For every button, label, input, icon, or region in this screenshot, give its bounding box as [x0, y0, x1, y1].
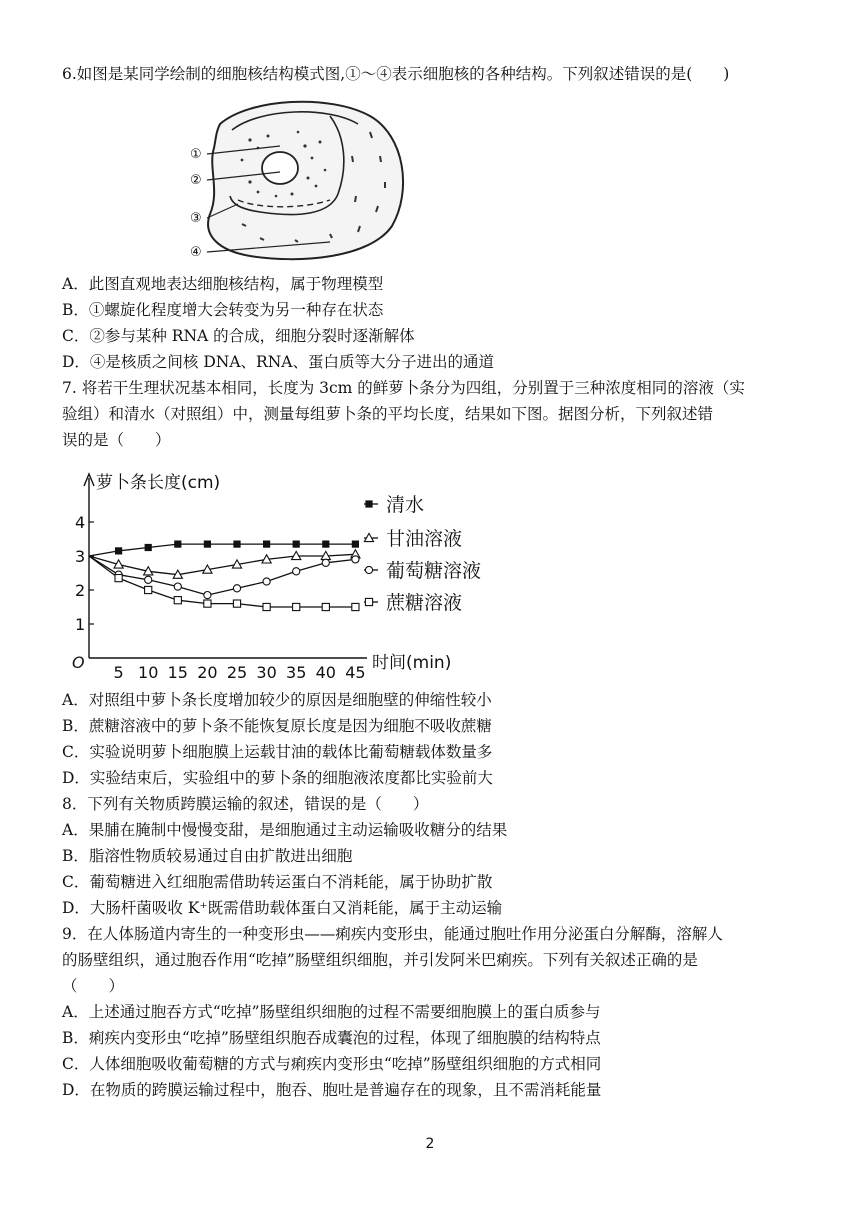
- data-point-2-3: [174, 583, 181, 590]
- x-tick-label-40: 40: [315, 663, 336, 680]
- q6-option-c: C．②参与某种 RNA 的合成，细胞分裂时逐渐解体: [62, 327, 415, 345]
- label-4: ④: [190, 245, 202, 260]
- q9-stem-line-3: （ ）: [62, 977, 125, 995]
- x-tick-label-35: 35: [286, 663, 307, 680]
- data-point-3-9: [352, 603, 359, 610]
- y-tick-label-3: 3: [75, 547, 86, 566]
- legend-marker-3: [365, 598, 372, 605]
- data-point-0-1: [115, 547, 122, 554]
- x-tick-label-15: 15: [167, 663, 188, 680]
- q7-option-c: C．实验说明萝卜细胞膜上运载甘油的载体比葡萄糖载体数量多: [62, 743, 493, 761]
- data-point-0-5: [233, 541, 240, 548]
- x-tick-label-30: 30: [256, 663, 277, 680]
- label-3: ③: [190, 211, 202, 226]
- label-1: ①: [190, 147, 202, 162]
- data-point-2-5: [233, 585, 240, 592]
- radish-length-chart: [62, 462, 502, 680]
- x-tick-label-45: 45: [345, 663, 366, 680]
- label-2: ②: [190, 173, 202, 188]
- legend-label-1: 甘油溶液: [386, 528, 463, 550]
- x-tick-label-5: 5: [113, 663, 124, 680]
- q8-option-b: B．脂溶性物质较易通过自由扩散进出细胞: [62, 847, 353, 865]
- q9-stem-line-2: 的肠壁组织，通过胞吞作用“吃掉”肠壁组织细胞，并引发阿米巴痢疾。下列有关叙述正确的是: [62, 951, 698, 969]
- data-point-0-4: [204, 541, 211, 548]
- data-point-0-9: [352, 541, 359, 548]
- data-point-0-8: [322, 541, 329, 548]
- data-point-3-2: [145, 586, 152, 593]
- q9-stem-line-1: 9．在人体肠道内寄生的一种变形虫——痢疾内变形虫，能通过胞吐作用分泌蛋白分解酶，溶解人: [62, 925, 723, 943]
- data-point-3-6: [263, 603, 270, 610]
- q7-option-b: B．蔗糖溶液中的萝卜条不能恢复原长度是因为细胞不吸收蔗糖: [62, 717, 492, 735]
- legend-marker-2: [365, 566, 372, 573]
- series-2: [89, 556, 359, 599]
- q8-option-a: A．果脯在腌制中慢慢变甜，是细胞通过主动运输吸收糖分的结果: [62, 821, 508, 839]
- q9-option-a: A．上述通过胞吞方式“吃掉”肠壁组织细胞的过程不需要细胞膜上的蛋白质参与: [62, 1003, 601, 1021]
- q7-stem-line-2: 验组）和清水（对照组）中，测量每组萝卜条的平均长度，结果如下图。据图分析，下列叙述错: [62, 405, 714, 423]
- legend-label-3: 蔗糖溶液: [386, 592, 463, 614]
- q6-stem: 6.如图是某同学绘制的细胞核结构模式图,①～④表示细胞核的各种结构。下列叙述错误的是( ): [62, 65, 730, 83]
- data-point-3-5: [233, 600, 240, 607]
- data-point-2-8: [322, 559, 329, 566]
- data-point-2-4: [204, 592, 211, 599]
- nucleus-diagram: [180, 96, 420, 264]
- x-tick-label-10: 10: [138, 663, 159, 680]
- data-point-2-2: [145, 576, 152, 583]
- data-point-0-2: [145, 544, 152, 551]
- y-tick-label-2: 2: [75, 581, 86, 600]
- series-line-2: [89, 556, 355, 595]
- data-point-3-7: [293, 603, 300, 610]
- q6-option-d: D．④是核质之间核 DNA、RNA、蛋白质等大分子进出的通道: [62, 353, 494, 371]
- q6-option-b: B．①螺旋化程度增大会转变为另一种存在状态: [62, 301, 384, 319]
- q8-option-c: C．葡萄糖进入红细胞需借助转运蛋白不消耗能，属于协助扩散: [62, 873, 493, 891]
- q7-option-d: D．实验结束后，实验组中的萝卜条的细胞液浓度都比实验前大: [62, 769, 493, 787]
- q7-stem-line-3: 误的是（ ）: [62, 431, 171, 449]
- q9-option-c: C．人体细胞吸收葡萄糖的方式与痢疾内变形虫“吃掉”肠壁组织细胞的方式相同: [62, 1055, 602, 1073]
- legend-marker-0: [365, 500, 372, 507]
- origin-label: O: [72, 653, 85, 672]
- series-3: [89, 556, 359, 611]
- q8-option-d: D．大肠杆菌吸收 K⁺既需借助载体蛋白又消耗能，属于主动运输: [62, 899, 503, 917]
- nucleolus: [262, 152, 298, 184]
- q7-stem-line-1: 7. 将若干生理状况基本相同，长度为 3cm 的鲜萝卜条分为四组，分别置于三种浓度相同的溶液（实: [62, 379, 745, 397]
- y-tick-label-1: 1: [75, 615, 86, 634]
- q6-option-a: A．此图直观地表达细胞核结构，属于物理模型: [62, 275, 384, 293]
- q9-option-d: D．在物质的跨膜运输过程中，胞吞、胞吐是普遍存在的现象，且不需消耗能量: [62, 1081, 602, 1099]
- series-line-1: [89, 554, 355, 574]
- y-tick-label-4: 4: [75, 513, 86, 532]
- data-point-3-4: [204, 600, 211, 607]
- data-point-0-6: [263, 541, 270, 548]
- data-point-3-8: [322, 603, 329, 610]
- data-point-0-3: [174, 541, 181, 548]
- y-axis-label: 萝卜条长度(cm): [96, 473, 221, 493]
- series-line-0: [89, 544, 355, 556]
- page-number: 2: [425, 1136, 435, 1152]
- legend-label-0: 清水: [386, 494, 425, 516]
- data-point-3-1: [115, 575, 122, 582]
- q9-option-b: B．痢疾内变形虫“吃掉”肠壁组织胞吞成囊泡的过程，体现了细胞膜的结构特点: [62, 1029, 601, 1047]
- data-point-2-7: [293, 568, 300, 575]
- data-point-2-6: [263, 578, 270, 585]
- x-tick-label-20: 20: [197, 663, 218, 680]
- x-tick-label-25: 25: [226, 663, 248, 680]
- data-point-0-7: [293, 541, 300, 548]
- q7-option-a: A．对照组中萝卜条长度增加较少的原因是细胞壁的伸缩性较小: [62, 691, 492, 709]
- q8-stem: 8．下列有关物质跨膜运输的叙述，错误的是（ ）: [62, 795, 429, 813]
- data-point-2-9: [352, 556, 359, 563]
- x-axis-label: 时间(min): [372, 653, 452, 673]
- legend-label-2: 葡萄糖溶液: [386, 560, 482, 582]
- data-point-3-3: [174, 597, 181, 604]
- nuclear-envelope-outer: [208, 102, 403, 259]
- series-line-3: [89, 556, 355, 607]
- series-0: [89, 541, 359, 557]
